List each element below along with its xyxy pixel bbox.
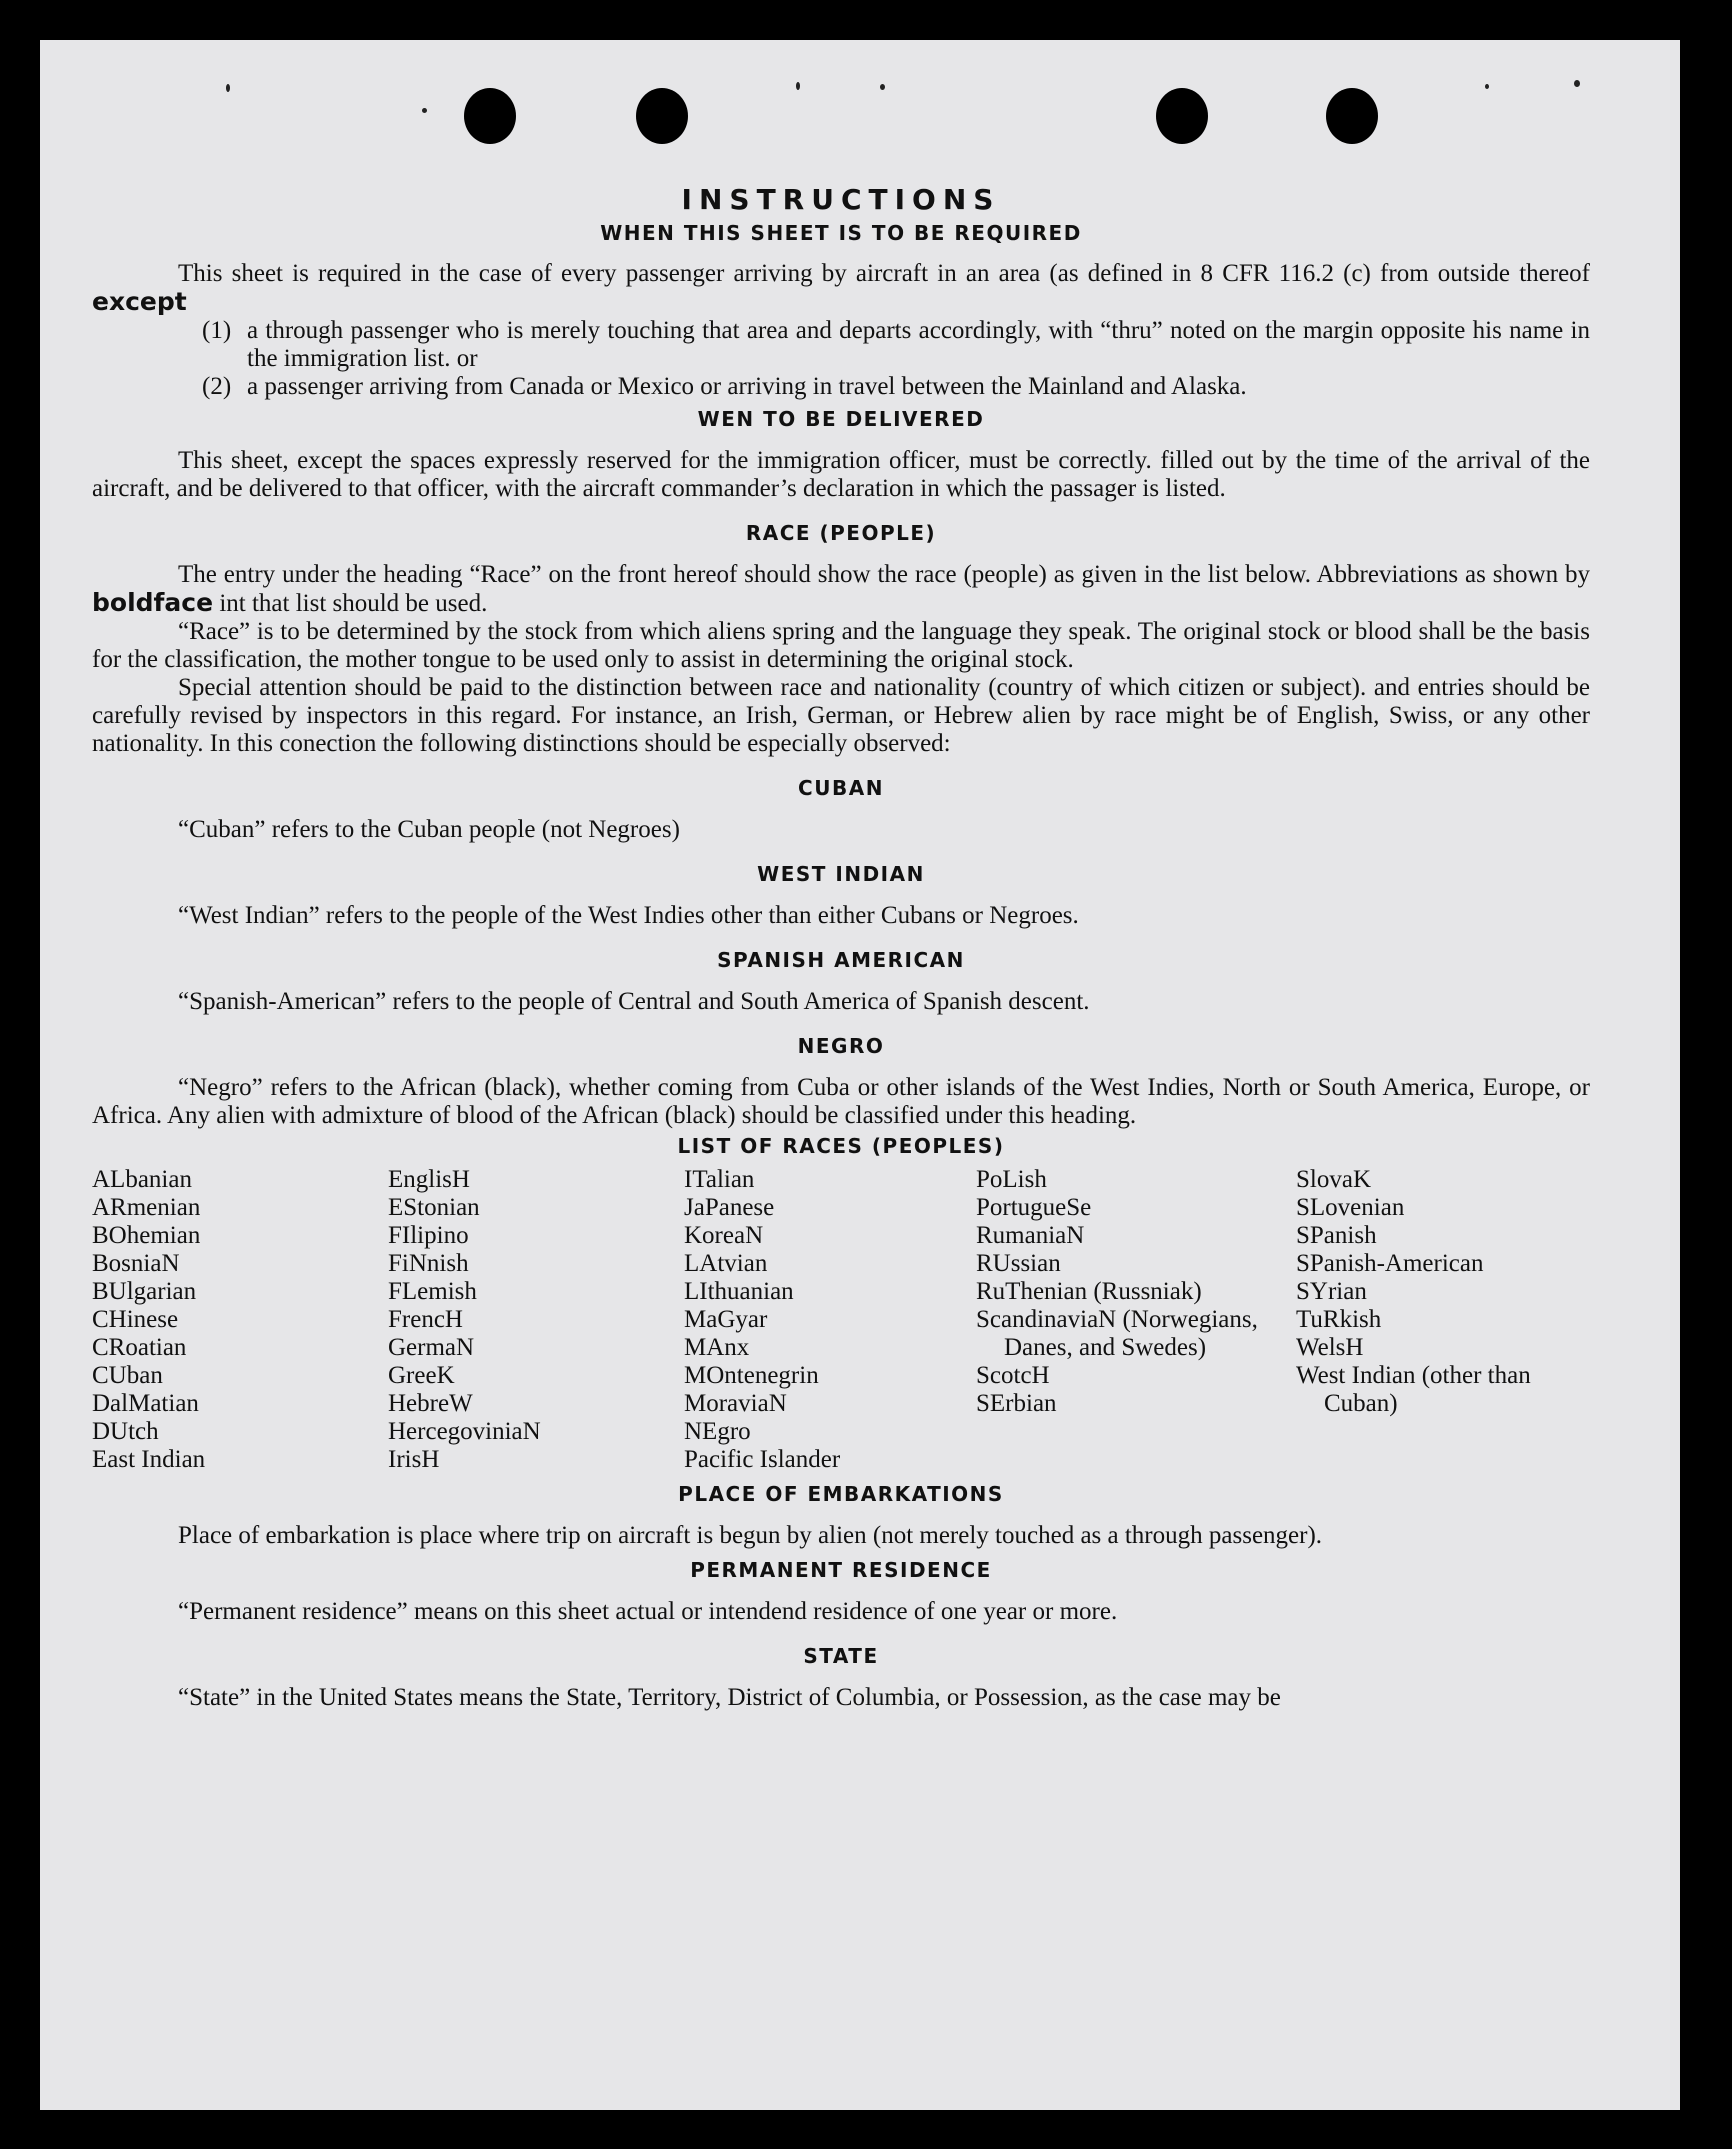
heading-permanent-residence: PERMANENT RESIDENCE	[690, 1558, 992, 1582]
heading-negro: NEGRO	[797, 1034, 885, 1058]
item-number: (2)	[202, 373, 232, 400]
races-column	[684, 1166, 976, 1474]
heading-delivered: WEN TO BE DELIVERED	[697, 407, 985, 431]
heading-cuban: CUBAN	[798, 776, 884, 800]
except-emphasis: except	[92, 287, 187, 316]
race-item: RumaniaN	[976, 1222, 1085, 1249]
speck	[1574, 80, 1580, 87]
race-item: ScotcH	[976, 1362, 1050, 1389]
negro-text: “Negro” refers to the African (black), whether coming from Cuba or other islands of the West Indies, North or South America, Europe, or Africa. Any alien with admixture of blood of the African (black) should be classified under this heading.	[92, 1074, 1590, 1129]
race-item: DalMatian	[92, 1390, 199, 1417]
race-item: SLovenian	[1296, 1194, 1405, 1221]
state-text: “State” in the United States means the State, Territory, District of Columbia, or Possession, as the case may be	[178, 1684, 1281, 1711]
race-item: RUssian	[976, 1250, 1061, 1277]
west-indian-text: “West Indian” refers to the people of the West Indies other than either Cubans or Negroes.	[178, 902, 1079, 929]
speck	[1485, 84, 1489, 89]
race-item: Pacific Islander	[684, 1446, 841, 1473]
item-text: a passenger arriving from Canada or Mexico or arriving in travel between the Mainland and Alaska.	[247, 373, 1247, 400]
race-item: ARmenian	[92, 1194, 201, 1221]
item-number: (1)	[202, 317, 232, 344]
speck	[422, 108, 427, 113]
when-required-text: This sheet is required in the case of every passenger arriving by aircraft in an area (as defined in 8 CFR 116.2 (c) from outside thereof	[178, 260, 1590, 287]
race-item: ScandinaviaN (Norwegians, Danes, and Swedes)	[976, 1306, 1258, 1361]
race-item: SlovaK	[1296, 1166, 1371, 1193]
race-item: GermaN	[388, 1334, 475, 1361]
race-item: MOntenegrin	[684, 1362, 819, 1389]
item-text: a through passenger who is merely touching that area and departs accordingly, with “thru” noted on the margin opposite his name in the immigration list. or	[247, 317, 1590, 372]
exception-list	[92, 317, 1590, 401]
punch-hole	[1156, 88, 1208, 144]
punch-hole	[1326, 88, 1378, 144]
races-column	[92, 1166, 388, 1474]
race-text: The entry under the heading “Race” on the front hereof should show the race (people) as given in the list below. Abbreviations as shown by	[178, 561, 1590, 588]
race-item: JaPanese	[684, 1194, 775, 1221]
spanish-american-text: “Spanish-American” refers to the people of Central and South America of Spanish descent.	[178, 988, 1090, 1015]
boldface-emphasis: boldface	[92, 588, 214, 617]
race-item: WelsH	[1296, 1334, 1364, 1361]
punch-hole	[636, 88, 688, 144]
race-item: NEgro	[684, 1418, 751, 1445]
cuban-text: “Cuban” refers to the Cuban people (not Negroes)	[178, 816, 680, 843]
race-item: MAnx	[684, 1334, 750, 1361]
race-item: East Indian	[92, 1446, 206, 1473]
race-item: BOhemian	[92, 1222, 201, 1249]
embarkation-text: Place of embarkation is place where trip on aircraft is begun by alien (not merely touched as a through passenger).	[178, 1522, 1323, 1549]
race-item: BosniaN	[92, 1250, 180, 1277]
race-text: int that list should be used.	[219, 590, 488, 617]
race-item: West Indian (other than Cuban)	[1296, 1362, 1531, 1417]
heading-state: STATE	[803, 1644, 879, 1668]
race-item: TuRkish	[1296, 1306, 1382, 1333]
heading-when-required: WHEN THIS SHEET IS TO BE REQUIRED	[600, 221, 1082, 245]
delivered-text: This sheet, except the spaces expressly reserved for the immigration officer, must be correctly. filled out by the time of the arrival of the aircraft, and be delivered to that officer, with the aircraft commander’s declaration in which the passager is listed.	[92, 447, 1590, 502]
race-item: FrencH	[388, 1306, 463, 1333]
exception-item	[202, 373, 1590, 401]
race-item: SErbian	[976, 1390, 1057, 1417]
races-column	[976, 1166, 1296, 1474]
race-item: CUban	[92, 1362, 163, 1389]
race-item: DUtch	[92, 1418, 159, 1445]
races-column	[388, 1166, 684, 1474]
race-item: ITalian	[684, 1166, 755, 1193]
instructions-content	[92, 180, 1590, 1712]
races-list	[92, 1166, 1590, 1474]
race-item: HebreW	[388, 1390, 473, 1417]
race-item: SYrian	[1296, 1278, 1367, 1305]
race-item: FLemish	[388, 1278, 477, 1305]
race-item: PoLish	[976, 1166, 1047, 1193]
race-item: MoraviaN	[684, 1390, 787, 1417]
race-item: RuThenian (Russniak)	[976, 1278, 1202, 1305]
heading-west-indian: WEST INDIAN	[757, 862, 925, 886]
heading-embarkation: PLACE OF EMBARKATIONS	[678, 1482, 1004, 1506]
exception-item	[202, 317, 1590, 373]
heading-race: RACE (PEOPLE)	[745, 521, 937, 545]
race-item: MaGyar	[684, 1306, 768, 1333]
punch-hole	[464, 88, 516, 144]
race-item: CHinese	[92, 1306, 179, 1333]
heading-list-of-races: LIST OF RACES (PEOPLES)	[677, 1134, 1005, 1158]
race-item: EnglisH	[388, 1166, 470, 1193]
race-item: FIlipino	[388, 1222, 469, 1249]
residence-text: “Permanent residence” means on this sheet actual or intendend residence of one year or more.	[178, 1598, 1118, 1625]
race-item: KoreaN	[684, 1222, 764, 1249]
page-title: INSTRUCTIONS	[681, 183, 1001, 216]
heading-spanish-american: SPANISH AMERICAN	[717, 948, 965, 972]
document-sheet	[40, 40, 1680, 2110]
race-item: BUlgarian	[92, 1278, 197, 1305]
race-paragraph-2: “Race” is to be determined by the stock from which aliens spring and the language they speak. The original stock or blood shall be the basis for the classification, the mother tongue to be used only to assist in determining the original stock.	[92, 618, 1590, 673]
race-item: GreeK	[388, 1362, 455, 1389]
race-item: PortugueSe	[976, 1194, 1092, 1221]
race-item: IrisH	[388, 1446, 440, 1473]
race-item: CRoatian	[92, 1334, 187, 1361]
races-column	[1296, 1166, 1590, 1474]
when-required-intro	[92, 260, 1590, 317]
speck	[226, 84, 230, 92]
race-item: HercegoviniaN	[388, 1418, 541, 1445]
race-item: LIthuanian	[684, 1278, 794, 1305]
speck	[796, 82, 800, 90]
race-item: LAtvian	[684, 1250, 768, 1277]
race-item: SPanish	[1296, 1222, 1377, 1249]
race-item: EStonian	[388, 1194, 480, 1221]
race-paragraph-3: Special attention should be paid to the distinction between race and nationality (country of which citizen or subject). and entries should be carefully revised by inspectors in this regard. For instance, an Irish, German, or Hebrew alien by race might be of English, Swiss, or any other nationality. In this conection the following distinctions should be especially observed:	[92, 674, 1590, 757]
speck	[880, 84, 885, 90]
race-item: FiNnish	[388, 1250, 469, 1277]
race-item: ALbanian	[92, 1166, 192, 1193]
race-item: SPanish-American	[1296, 1250, 1484, 1277]
race-paragraph-1	[92, 561, 1590, 618]
